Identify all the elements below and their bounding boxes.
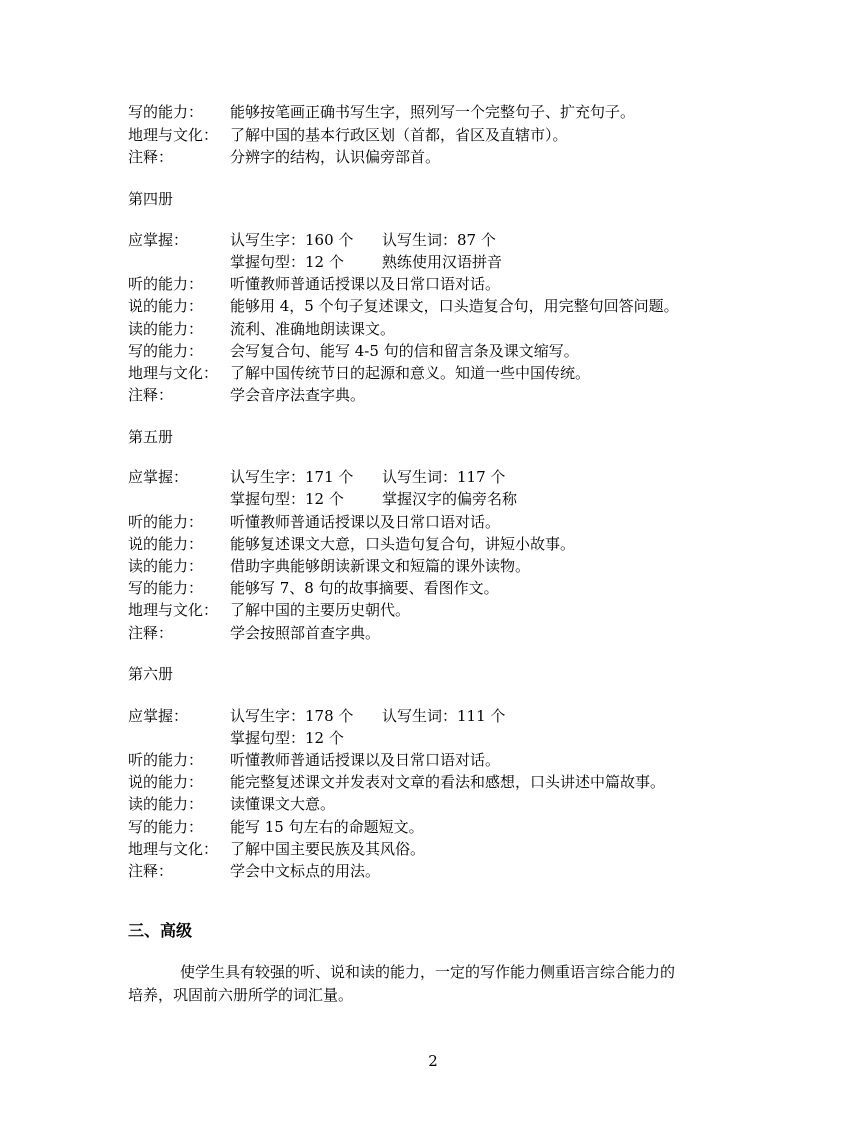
row-label: 读的能力： <box>128 795 204 813</box>
row-label: 地理与文化： <box>128 126 219 144</box>
book4-title: 第四册 <box>128 190 174 208</box>
master-words: 认写生词：117 个 <box>382 468 506 486</box>
master-extra: 掌握汉字的偏旁名称 <box>382 490 518 508</box>
row-text: 能够复述课文大意，口头造句复合句，讲短小故事。 <box>230 535 576 553</box>
row-label: 写的能力： <box>128 342 204 360</box>
master-chars: 认写生字：178 个 <box>230 707 354 725</box>
row-text: 了解中国的主要历史朝代。 <box>230 601 411 619</box>
paragraph-line: 培养，巩固前六册所学的词汇量。 <box>128 986 354 1004</box>
row-label: 说的能力： <box>128 535 204 553</box>
row-label: 听的能力： <box>128 513 204 531</box>
row-label: 地理与文化： <box>128 601 219 619</box>
row-label: 说的能力： <box>128 297 204 315</box>
row-label: 注释： <box>128 386 174 404</box>
row-text: 了解中国的基本行政区划（首都，省区及直辖市）。 <box>230 126 568 144</box>
row-label: 读的能力： <box>128 557 204 575</box>
row-label: 地理与文化： <box>128 364 219 382</box>
master-patterns: 掌握句型：12 个 <box>230 253 344 271</box>
master-label: 应掌握： <box>128 707 189 725</box>
row-text: 能写 15 句左右的命题短文。 <box>230 818 424 836</box>
row-text: 了解中国传统节日的起源和意义。知道一些中国传统。 <box>230 364 591 382</box>
section-paragraph <box>128 961 748 1007</box>
row-text: 流利、准确地朗读课文。 <box>230 320 396 338</box>
row-text: 能完整复述课文并发表对文章的看法和感想，口头讲述中篇故事。 <box>230 773 666 791</box>
page-number: 2 <box>428 1052 438 1070</box>
book5-title: 第五册 <box>128 428 174 446</box>
row-text: 学会音序法查字典。 <box>230 386 366 404</box>
row-label: 注释： <box>128 862 174 880</box>
row-text: 听懂教师普通话授课以及日常口语对话。 <box>230 513 501 531</box>
row-label: 注释： <box>128 624 174 642</box>
master-label: 应掌握： <box>128 231 189 249</box>
row-text: 借助字典能够朗读新课文和短篇的课外读物。 <box>230 557 531 575</box>
row-text: 听懂教师普通话授课以及日常口语对话。 <box>230 275 501 293</box>
row-label: 听的能力： <box>128 751 204 769</box>
row-label: 听的能力： <box>128 275 204 293</box>
row-label: 注释： <box>128 148 174 166</box>
row-label: 地理与文化： <box>128 840 219 858</box>
row-text: 能够写 7、8 句的故事摘要、看图作文。 <box>230 579 499 597</box>
row-text: 分辨字的结构，认识偏旁部首。 <box>230 148 441 166</box>
master-extra: 熟练使用汉语拼音 <box>382 253 503 271</box>
book6-title: 第六册 <box>128 665 174 683</box>
row-label: 写的能力： <box>128 818 204 836</box>
row-label: 写的能力： <box>128 103 204 121</box>
master-patterns: 掌握句型：12 个 <box>230 490 344 508</box>
row-text: 会写复合句、能写 4-5 句的信和留言条及课文缩写。 <box>230 342 579 360</box>
master-patterns: 掌握句型：12 个 <box>230 729 344 747</box>
row-text: 学会按照部首查字典。 <box>230 624 381 642</box>
master-words: 认写生词：87 个 <box>382 231 496 249</box>
master-chars: 认写生字：160 个 <box>230 231 354 249</box>
row-text: 听懂教师普通话授课以及日常口语对话。 <box>230 751 501 769</box>
row-label: 说的能力： <box>128 773 204 791</box>
row-text: 能够用 4，5 个句子复述课文，口头造复合句，用完整句回答问题。 <box>230 297 679 315</box>
master-chars: 认写生字：171 个 <box>230 468 354 486</box>
paragraph-line: 使学生具有较强的听、说和读的能力，一定的写作能力侧重语言综合能力的 <box>180 963 676 981</box>
row-text: 学会中文标点的用法。 <box>230 862 381 880</box>
master-words: 认写生词：111 个 <box>382 707 506 725</box>
section-heading: 三、高级 <box>128 921 193 940</box>
master-label: 应掌握： <box>128 468 189 486</box>
row-label: 写的能力： <box>128 579 204 597</box>
row-text: 了解中国主要民族及其风俗。 <box>230 840 426 858</box>
row-text: 读懂课文大意。 <box>230 795 336 813</box>
row-label: 读的能力： <box>128 320 204 338</box>
row-text: 能够按笔画正确书写生字，照列写一个完整句子、扩充句子。 <box>230 103 636 121</box>
